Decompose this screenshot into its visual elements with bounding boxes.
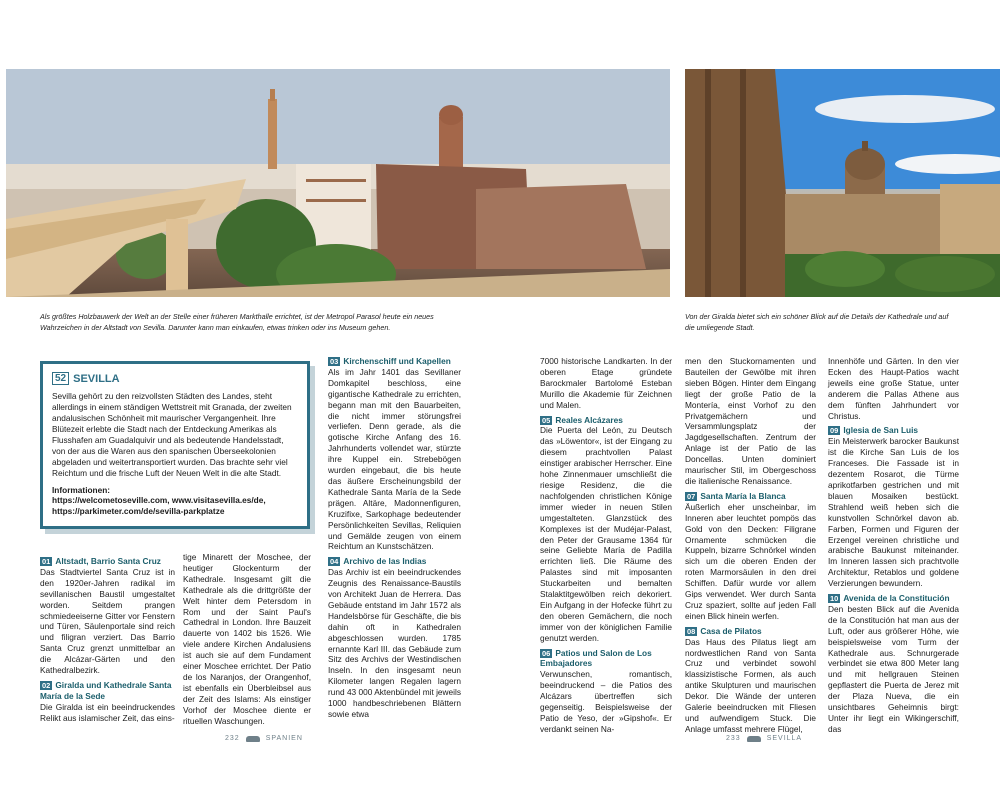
heading-alcazares: 05 Reales Alcázares — [542, 414, 623, 425]
text-archivo-cont: 7000 historische Landkarten. In der oberen Etage gründete Barockmaler Bartolomé Esteban Murillo die Akademie für Zeichnen und Malen. — [540, 356, 672, 410]
text-patios-cont: men den Stuckornamenten und Bauteilen der Gewölbe mit ihren sieben Bögen. Hinter dem Eingang liegt der große Patio de la Montería, einst Vorhof zu den Privatgemächern und Versammlungsplatz der Jagdgesellschaften. Zentrum der Anlage ist der Patio de las Doncellas. Unten dominiert maurischer Stil, im Obergeschoss die italienische Renaissance. — [685, 356, 816, 486]
car-icon — [747, 736, 761, 742]
page-number-right: 233 — [726, 735, 741, 742]
column-5 — [685, 356, 816, 735]
column-4 — [540, 356, 672, 735]
text-giralda-start: Die Giralda ist ein beeindruckendes Relikt aus islamischer Zeit, das eins- — [40, 701, 175, 723]
heading-patios: 06 Patios und Salon de Los Embajadores — [540, 647, 652, 669]
heading-archivo: 04 Archivo de las Indias — [330, 556, 427, 567]
text-casa-pilatos: Das Haus des Pilatus liegt am nordwestlichen Rand von Santa Cruz und verbindet sowohl klassizistische Formen, als auch antike Skulpturen und maurischen Dekor. Die Wände der unteren Galerie beeindrucken mit Fliesen und aufwendigem Stuck. Die Anlage umfasst mehrere Flügel, — [685, 636, 816, 734]
heading-altstadt: 01 Altstadt, Barrio Santa Cruz — [42, 556, 161, 566]
text-kirchenschiff: Als im Jahr 1401 das Sevillaner Domkapitel beschloss, eine gigantische Kathedrale zu errichten, begann man mit den Bauarbeiten, die nicht immer störungsfrei verliefen. Denn gerade, als die gotische Kirche Anfang des 16. Jahrhunderts vollendet war, stürzte ihre Kuppel ein. Strebebögen wurden eingebaut, die bis heute das äußere Erscheinungsbild der Kathedrale Santa María de la Sede prägen. Altäre, Madonnenfiguren, Kruzifixe, Sarkophage bedeutender Persönlichkeiten Sevillas, Reliquien und Gemälde zeugen von einem Reichtum an Kunstschätzen. — [328, 366, 461, 552]
section-label-right: SEVILLA — [766, 735, 803, 742]
footer-left — [225, 735, 303, 742]
heading-santa-maria-blanca: 07 Santa María la Blanca — [687, 490, 786, 501]
text-casa-pilatos-cont: Innenhöfe und Gärten. In den vier Ecken des Haupt-Patios wacht jeweils eine große Statue, unter anderem die Pallas Athene aus dem fünften Jahrhundert vor Christus. — [828, 356, 959, 421]
text-altstadt: Das Stadtviertel Santa Cruz ist in den 1920er-Jahren radikal im sevillanischen Baustil umgestaltet worden. Seitdem prangen schmiedeeiserne Gitter vor Fenstern und Türen, Säulenportale sind reich und filigran verziert. Das Barrio Santa Cruz grenzt unmittelbar an die Alcázar-Gärten und den Kathedralbezirk. — [40, 566, 175, 676]
info-box-label: Informationen: — [52, 485, 111, 495]
column-2 — [183, 552, 311, 727]
text-giralda-cont: tige Minarett der Moschee, der heutiger Glockenturm der Kathedrale. Insgesamt gilt die Kathedrale als die drittgrößte der Welt hinter dem Petersdom in Rom und der Saint Paul's Cathedral in London. Ihre Bauzeit dauerte von 1402 bis 1526. Wie viele andere Kirchen Andalusiens ist auch sie auf dem Fundament einer Moschee errichtet. Der Patio de los Naranjos, der Orangenhof, ist ebenfalls ein Überbleibsel aus der Zeit des Islams: Als einstiger Vorhof der Moschee diente er rituellen Waschungen. — [183, 552, 311, 726]
info-box-city: SEVILLA — [73, 372, 120, 385]
footer-right — [726, 735, 802, 742]
info-box-number: 52 — [52, 372, 69, 385]
heading-avenida: 10 Avenida de la Constitución — [830, 593, 950, 604]
text-alcazares: Die Puerta del León, zu Deutsch das »Löwentor«, ist der Eingang zu diesem prachtvollen Palast einstiger arabischer Herrscher. Eine hohe Zinnenmauer umschließt die riesige Residenz, die die nachfolgenden christlichen Könige immer wieder in neuen Stilen umgestalteten. Glanzstück des Komplexes ist der Mudéjar-Palast, den Peter der Grausame 1364 für seine Geliebte María de Padilla errichten ließ. Die Räume des Palastes sind mit imposanten Stuckarbeiten und bemalten Stalaktitgewölben reich dekoriert. Ein Aufgang in der Hofecke führt zu den oberen Gemächern, die noch immer von der königlichen Familie genutzt werden. — [540, 425, 672, 643]
giralda-view-photo — [685, 69, 1000, 297]
car-icon — [246, 736, 260, 742]
text-avenida: Den besten Blick auf die Avenida de la Constitución hat man aus der Luft, oder aus größerer Höhe, wie beispielsweise vom Turm der Kathedrale aus. Schnurgerade verbindet sie etwa 800 Meter lang und mit hellgrauen Steinen gepflastert die Puerta de Jerez mit der Plaza Nueva, die ein unsichtbares Geheimnis birgt: Unter ihr liegt ein Wikingerschiff, das — [828, 603, 959, 734]
heading-kirchenschiff: 03 Kirchenschiff und Kapellen — [330, 356, 451, 366]
text-patios: Verwunschen, romantisch, beeindruckend – die Patios des Alcázars übertreffen sich gegenseitig. Beispielsweise der Patio de Yeso, der »Gipshof«. Er verdankt seinen Na- — [540, 669, 672, 734]
section-label-left: SPANIEN — [265, 735, 303, 742]
heading-san-luis: 09 Iglesia de San Luis — [830, 425, 919, 436]
column-3 — [328, 356, 461, 720]
info-box-title — [52, 372, 298, 385]
sevilla-info-box — [40, 361, 310, 529]
text-san-luis: Ein Meisterwerk barocker Baukunst ist die Kirche San Luis de los Franceses. Die Fassade ist in dezentem Rosarot, die Türme aprikotfarben gestrichen und mit blauen Mosaiken bestückt. Strahlend weiß heben sich die kunstvollen Schnörkel davon ab. Farben, Formen und Figuren der Erzengel vereinen christliche und arabische Baukunst miteinander. Im Inneren lassen sich prachtvolle Architektur, Retablos und goldene Verzierungen bewundern. — [828, 436, 959, 589]
page-number-left: 232 — [225, 735, 240, 742]
sevilla-rooftops-illustration — [6, 69, 670, 297]
info-box-links[interactable]: https://welcometoseville.com, www.visitasevilla.es/de, https://parkimeter.com/de/sevilla-parkplatze — [52, 495, 266, 516]
column-1 — [40, 552, 175, 724]
metropol-parasol-photo — [6, 69, 670, 297]
column-6 — [828, 356, 959, 735]
heading-giralda: 02 Giralda und Kathedrale Santa María de la Sede — [40, 679, 172, 701]
heading-casa-pilatos: 08 Casa de Pilatos — [687, 625, 762, 636]
cathedral-illustration — [685, 69, 1000, 297]
left-photo-caption: Als größtes Holzbauwerk der Welt an der Stelle einer früheren Markthalle errichtet, ist der Metropol Parasol heute ein neues Wahrzeichen in der Altstadt von Sevilla. Darunter kann man einkaufen, etwas trinken oder ins Museum gehen. — [40, 312, 434, 332]
right-photo-caption: Von der Giralda bietet sich ein schöner Blick auf die Details der Kathedrale und auf die umliegende Stadt. — [685, 312, 949, 332]
text-santa-maria-blanca: Äußerlich eher unscheinbar, im Inneren aber leuchtet pompös das Gold von den Decken: Filigrane Ornamente schmücken die Kuppeln, bizarre Schnörkel winden sich um die oberen Enden der roten Marmorsäulen in den drei Schiffen. Dafür wurde vor allem Gips verwendet. Wer durch Santa Cruz spaziert, sollte auf jeden Fall einen Blick hinein werfen. — [685, 501, 816, 621]
info-box-text: Sevilla gehört zu den reizvollsten Städten des Landes, steht allerdings in einem ständigen Wettstreit mit Granada, der zweiten andalusischen Schönheit mit maurischer Vergangenheit. Ihre Blütezeit erlebte die Stadt nach der Entdeckung Amerikas als Flusshafen am Guadalquivir und als bedeutende Handelsstadt, von der aus die Waren aus den spanischen Überseekolonien abgeladen und weitertransportiert wurden. Das brachte sehr viel Reichtum und die frische Luft der Neuen Welt in die alte Stadt. — [52, 391, 292, 478]
text-archivo: Das Archiv ist ein beeindruckendes Zeugnis des Renaissance-Baustils von Architekt Juan de Herrera. Das Gebäude entstand im Jahr 1572 als Handelsbörse für Geschäfte, die bis dahin oft in Kathedralen abgeschlossen wurden. 1785 ernannte Karl III. das Gebäude zum Sitz des Archivs der Westindischen Inseln. In den insgesamt neun Kilometer langen Regalen lagern rund 43 000 Aktenbündel mit jeweils 1000 handbeschriebenen Blättern sowie etwa — [328, 567, 461, 719]
